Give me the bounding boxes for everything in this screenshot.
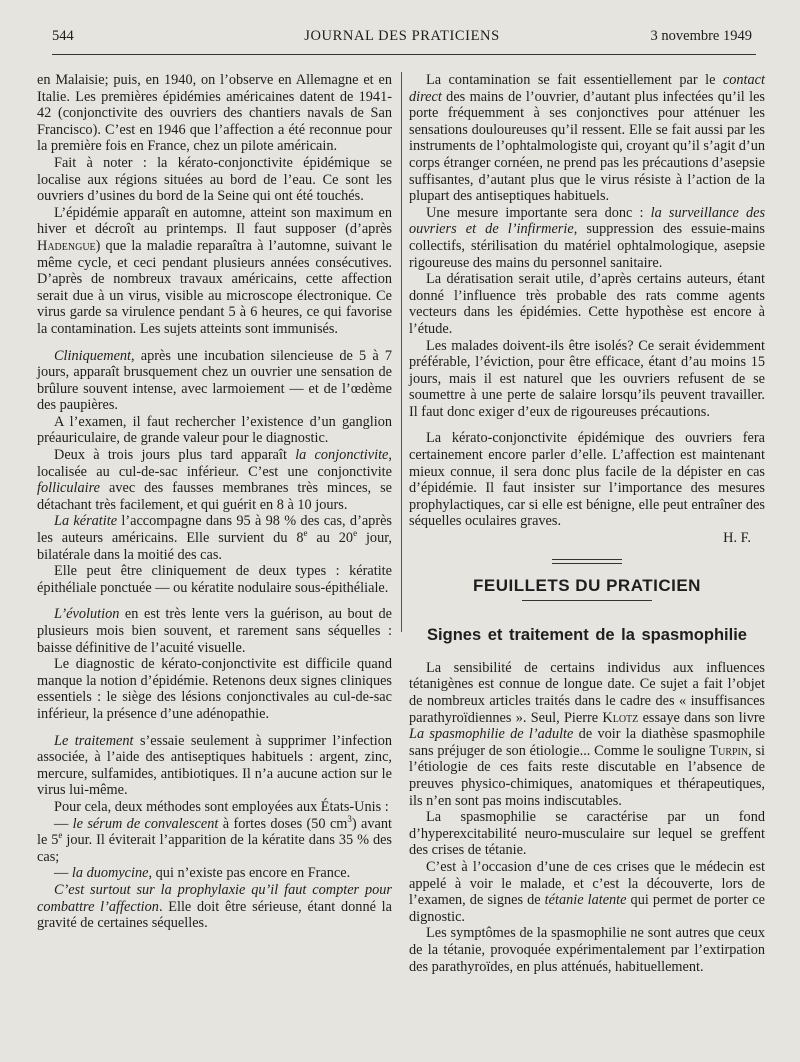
paragraph: C’est surtout sur la prophylaxie qu’il faut compter pour combattre l’affection. Elle doit être sérieuse, étant donné la gravité de certaines séquelles. [37, 881, 392, 932]
paragraph: C’est à l’occasion d’une de ces crises que le médecin est appelé à voir le malade, et c’est la découverte, lors de l’examen, de signes de tétanie latente qui permet de porter ce dignostic. [409, 858, 765, 925]
paragraph: Pour cela, deux méthodes sont employées aux États-Unis : [54, 798, 389, 815]
right-column [409, 72, 765, 975]
journal-name: JOURNAL DES PRATICIENS [304, 28, 500, 44]
paragraph: en Malaisie; puis, en 1940, on l’observe en Allemagne et en Italie. Les premières épidémies américaines datent de 1941-42 (conjonctivite des ouvriers des chantiers navals de San Francisco). C’est en 1946 que l’affection a été reconnue pour la première fois en France, chez un pilote américain. [37, 72, 392, 155]
paragraph: L’épidémie apparaît en automne, atteint son maximum en hiver et décroît au printemps. Il faut supposer (d’après Hadengue) que la maladie reparaîtra à l’automne, suivant le même cycle, et ceci pendant plusieurs années consécutives. D’après de nombreux travaux américains, cette affection serait due à un virus, visible au microscope électronique. Ce virus garde sa virulence pendant 5 à 6 heures, ce qui favorise la contamination. Les sujets atteints sont immunisés. [37, 204, 392, 337]
paragraph: La kératite l’accompagne dans 95 à 98 % des cas, d’après les auteurs américains. Elle survient du 8e au 20e jour, bilatérale dans la moitié des cas. [37, 513, 392, 563]
paragraph: Deux à trois jours plus tard apparaît la conjonctivite, localisée au cul-de-sac inférieur. C’est une conjonctivite folliculaire avec des fausses membranes très minces, se détachant très facilement, et qui guérit en 8 à 10 jours. [37, 447, 392, 513]
paragraph: Le traitement s’essaie seulement à supprimer l’infection associée, à l’aide des antiseptiques habituels : argent, zinc, mercure, sulfamides, antibiotiques. Il n’a aucune action sur le virus lui-même. [37, 732, 392, 799]
column-divider [401, 72, 402, 632]
running-header [52, 28, 752, 48]
paragraph: A l’examen, il faut rechercher l’existence d’un ganglion préauriculaire, de grande valeur pour le diagnostic. [37, 413, 392, 447]
author-name: Hadengue [37, 237, 96, 254]
ornament-double-rule [552, 559, 622, 564]
paragraph: Les malades doivent-ils être isolés? Ce serait évidemment préférable, l’éviction, pour être efficace, étant d’au moins 15 jours, mais il est naturel que les ouvriers refusent de se soumettre à une perte de salaire lorsqu’ils peuvent travailler. Il faut donc exiger d’eux de rigoureuses précautions. [409, 337, 765, 420]
paragraph: Les symptômes de la spasmophilie ne sont autres que ceux de la tétanie, provoquée expérimentalement par l’extirpation des parathyroïdes, en plus atténués, habituellement. [409, 925, 765, 975]
article-title: Signes et traitement de la spasmophilie [427, 626, 747, 645]
paragraph: Cliniquement, après une incubation silencieuse de 5 à 7 jours, apparaît brusquement chez un ouvrier une sensation de brûlure souvent intense, avec larmoiement — et de l’œdème des paupières. [37, 347, 392, 414]
paragraph: Le diagnostic de kérato-conjonctivite est difficile quand manque la notion d’épidémie. Retenons deux signes cliniques essentiels : le siège des lésions conjonctivales au cul-de-sac inférieur, la présence d’une adénopathie. [37, 656, 392, 722]
paragraph: Une mesure importante sera donc : la surveillance des ouvriers et de l’infirmerie, suppression des essuie-mains collectifs, stérilisation du matériel ophtalmologique, asepsie rigoureuse des mains du personnel sanitaire. [409, 204, 766, 271]
paragraph: La kérato-conjonctivite épidémique des ouvriers fera certainement encore parler d’elle. L’affection est maintenant mieux connue, il sera donc plus facile de la dépister en cas d’épidémie. Il faut insister sur l’importance des mesures prophylactiques, car si elle est bénigne, elle peut entraîner des séquelles oculaires graves. [409, 430, 765, 530]
author-name: Turpin [709, 742, 749, 759]
issue-date: 3 novembre 1949 [650, 28, 752, 44]
author-name: Klotz [602, 709, 639, 726]
paragraph: — le sérum de convalescent à fortes doses (50 $cm^3$) avant le 5e jour. Il éviterait l’apparition de la kératite dans 35 % des cas; [37, 813, 393, 865]
paragraph: — la duomycine, qui n’existe pas encore en France. [54, 865, 351, 882]
header-rule [52, 54, 756, 55]
paragraph: La sensibilité de certains individus aux influences tétanigènes est connue de longue date. Ce sujet a fait l’objet de nombreux articles traités dans le cadre des « insuffisances parathyroïdiennes ». Seul, Pierre Klotz essaye dans son livre La spasmophilie de l’adulte de voir la diathèse spasmophile sans préjuger de son étiologie... Comme le souligne Turpin, si l’étiologie de ces faits reste discutable en l’absence de preuves physico-chimiques, anatomiques et thérapeutiques, ils n’en sont pas moins indiscutables. [409, 659, 765, 809]
paragraph: La spasmophilie se caractérise par un fond d’hyperexcitabilité neuro-musculaire sur lequel se greffent des crises de tétanie. [409, 809, 765, 859]
paragraph: La dératisation serait utile, d’après certains auteurs, étant donné l’influence très probable des rats comme agents vecteurs dans les épidémies. Cette hypothèse est encore à l’étude. [409, 271, 765, 337]
page-number: 544 [52, 28, 74, 44]
paragraph: Elle peut être cliniquement de deux types : kératite épithéliale ponctuée — ou kératite nodulaire sous-épithéliale. [37, 563, 392, 596]
paragraph: Fait à noter : la kérato-conjonctivite épidémique se localise aux régions situées au bord de l’eau. Ce sont les ouvriers d’usines du bord de la Seine qui ont été touchés. [37, 154, 392, 205]
section-title: FEUILLETS DU PRATICIEN [473, 575, 701, 595]
left-column [37, 72, 392, 932]
author-signature: H. F. [723, 530, 751, 547]
paragraph: L’évolution en est très lente vers la guérison, au bout de plusieurs mois bien souvent, et rarement sans séquelles : baisse définitive de l’acuité visuelle. [37, 606, 392, 656]
paragraph: La contamination se fait essentiellement par le contact direct des mains de l’ouvrier, d’autant plus infectées qu’il les porte fréquemment à ses conjonctives pour atténuer les sensations douloureuses qu’il ressent. Elle se fait aussi par les instruments de l’ophtalmologiste qui, croyant qu’il s’agit d’un corps étranger cornéen, ne prend pas les précautions d’asepsie suffisantes, d’autant plus que le virus résiste à l’action de la plupart des antiseptiques habituels. [409, 72, 765, 205]
section-rule [522, 600, 652, 601]
